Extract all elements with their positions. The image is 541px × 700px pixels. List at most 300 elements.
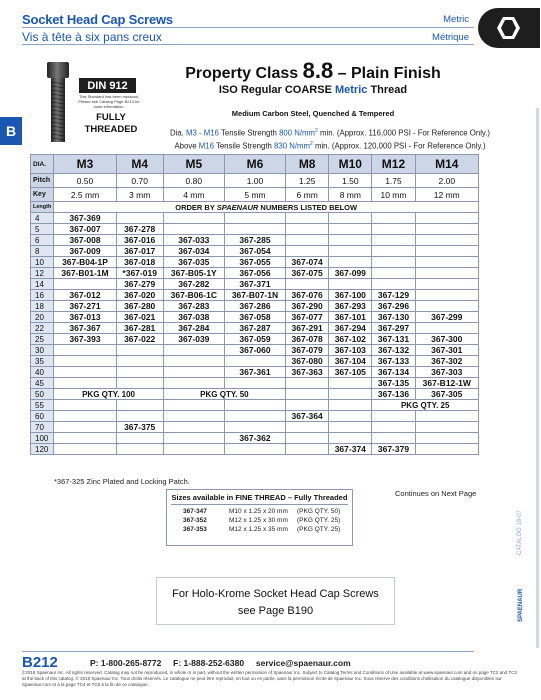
table-row <box>31 235 479 246</box>
table-row <box>31 312 479 323</box>
table-cell: 367-079 <box>286 345 329 356</box>
material-note: Medium Carbon Steel, Quenched & Tempered <box>231 109 395 118</box>
table-cell <box>415 279 478 290</box>
table-cell <box>116 400 163 411</box>
table-cell <box>116 213 163 224</box>
table-cell: 367-099 <box>329 268 372 279</box>
table-cell: 367-284 <box>163 323 224 334</box>
table-cell: 367-B06-1C <box>163 290 224 301</box>
table-cell: 1.75 <box>372 174 415 188</box>
table-cell <box>54 367 116 378</box>
order-by-note <box>54 202 479 213</box>
table-cell: 367-285 <box>224 235 285 246</box>
catalog-tag: CATALOG 18-07 <box>517 510 523 555</box>
table-row <box>31 444 479 455</box>
table-row <box>31 433 479 444</box>
table-cell <box>116 411 163 422</box>
table-cell <box>163 367 224 378</box>
email-link[interactable]: service@spaenaur.com <box>255 658 351 668</box>
table-row <box>31 422 479 433</box>
table-cell: 367-103 <box>329 345 372 356</box>
fine-pkg: (PKG QTY. 25) <box>297 526 341 533</box>
tensile-strength: Dia. M3 - M16 Tensile Strength 800 $N/mm^2$ min. (Approx. 116,000 PSI - For Reference Only.) Above M16 Tensile Strength 830 $N/mm^2$ min. (Approx. 120,000 PSI - For Reference Only.) <box>169 128 491 151</box>
table-cell <box>286 235 329 246</box>
table-cell: 367-305 <box>415 389 478 400</box>
table-cell: 367-080 <box>286 356 329 367</box>
table-cell: 12 mm <box>415 188 478 202</box>
table-cell: 367-294 <box>329 323 372 334</box>
table-cell <box>415 422 478 433</box>
table-cell: 367-B07-1N <box>224 290 285 301</box>
table-cell: 367-379 <box>372 444 415 455</box>
fine-pkg: (PKG QTY. 25) <box>297 517 341 524</box>
table-cell <box>329 213 372 224</box>
table-cell: 5 <box>31 224 54 235</box>
table-cell: 367-131 <box>372 334 415 345</box>
table-cell <box>415 224 478 235</box>
table-cell: 367-280 <box>116 301 163 312</box>
zinc-note: *367-325 Zinc Plated and Locking Patch. <box>54 477 190 486</box>
table-cell <box>415 235 478 246</box>
table-row <box>31 323 479 334</box>
din-badge: DIN 912 <box>79 78 136 93</box>
table-cell: M6 <box>224 155 285 174</box>
table-row <box>31 356 479 367</box>
table-cell: 367-281 <box>116 323 163 334</box>
table-cell: 367-102 <box>329 334 372 345</box>
table-cell: 367-299 <box>415 312 478 323</box>
table-cell: 367-059 <box>224 334 285 345</box>
table-cell <box>286 433 329 444</box>
table-cell: 367-020 <box>116 290 163 301</box>
table-cell: 367-009 <box>54 246 116 257</box>
fine-pkg: (PKG QTY. 50) <box>297 508 341 515</box>
table-cell <box>116 378 163 389</box>
part-number-table <box>30 154 479 455</box>
table-cell: 367-363 <box>286 367 329 378</box>
table-cell: 16 <box>31 290 54 301</box>
table-cell: 367-034 <box>163 246 224 257</box>
table-cell: 367-058 <box>224 312 285 323</box>
table-cell: 367-038 <box>163 312 224 323</box>
table-cell <box>372 257 415 268</box>
table-cell: 367-105 <box>329 367 372 378</box>
table-cell: 367-104 <box>329 356 372 367</box>
table-cell <box>415 301 478 312</box>
table-cell: 367-129 <box>372 290 415 301</box>
table-cell: 367-283 <box>163 301 224 312</box>
iso-prefix: ISO Regular COARSE <box>218 84 332 96</box>
table-cell <box>415 268 478 279</box>
t1-range: M3 - M16 <box>186 128 219 138</box>
t2-pre: Above <box>174 141 197 151</box>
table-cell <box>163 444 224 455</box>
table-cell: 367-B04-1P <box>54 257 116 268</box>
table-cell <box>415 323 478 334</box>
table-row <box>31 279 479 290</box>
table-cell: 367-136 <box>372 389 415 400</box>
table-cell: 367-282 <box>163 279 224 290</box>
table-cell <box>329 411 372 422</box>
table-cell <box>286 378 329 389</box>
table-cell: 367-303 <box>415 367 478 378</box>
table-row <box>31 257 479 268</box>
key-row <box>31 188 479 202</box>
table-cell: 367-078 <box>286 334 329 345</box>
table-cell: 367-302 <box>415 356 478 367</box>
table-row <box>31 301 479 312</box>
table-cell <box>415 433 478 444</box>
table-cell: 12 <box>31 268 54 279</box>
table-cell: 367-361 <box>224 367 285 378</box>
din-note: This Standard has been replaced. Please see Catalog Page B213 for more information. <box>78 94 140 109</box>
fine-size: M10 x 1.25 x 20 mm <box>229 508 288 515</box>
table-cell: 367-132 <box>372 345 415 356</box>
table-cell <box>54 356 116 367</box>
holo-line-1: For Holo-Krome Socket Head Cap Screws <box>172 588 379 600</box>
table-cell <box>224 224 285 235</box>
table-cell: 367-021 <box>116 312 163 323</box>
table-cell: 367-135 <box>372 378 415 389</box>
footer-rule <box>22 651 474 652</box>
t1-mid: Tensile Strength <box>220 128 277 138</box>
table-cell: 367-013 <box>54 312 116 323</box>
order-by-part: NUMBERS LISTED BELOW <box>260 202 358 212</box>
fine-size: M12 x 1.25 x 35 mm <box>229 526 288 533</box>
table-cell <box>372 235 415 246</box>
table-cell <box>54 378 116 389</box>
table-cell: 367-286 <box>224 301 285 312</box>
table-cell: 367-297 <box>372 323 415 334</box>
fine-num: 367-353 <box>183 526 207 533</box>
table-cell: 367-B12-1W <box>415 378 478 389</box>
table-cell <box>415 213 478 224</box>
table-cell: M14 <box>415 155 478 174</box>
t2-val: 830 N/mm <box>274 141 310 151</box>
table-cell: 55 <box>31 400 54 411</box>
table-cell <box>415 290 478 301</box>
table-cell: *367-019 <box>116 268 163 279</box>
table-cell <box>224 444 285 455</box>
table-cell: Length <box>31 202 54 213</box>
table-cell: 6 <box>31 235 54 246</box>
table-cell <box>54 345 116 356</box>
table-cell: 367-039 <box>163 334 224 345</box>
table-row <box>31 345 479 356</box>
table-cell: 367-076 <box>286 290 329 301</box>
table-cell <box>54 433 116 444</box>
table-cell: 367-018 <box>116 257 163 268</box>
order-by-part: ORDER BY <box>175 202 215 212</box>
table-cell <box>163 378 224 389</box>
table-cell <box>329 235 372 246</box>
table-cell <box>224 378 285 389</box>
table-cell: 367-007 <box>54 224 116 235</box>
table-cell: Key <box>31 188 54 202</box>
table-cell <box>372 246 415 257</box>
table-cell: 60 <box>31 411 54 422</box>
table-cell <box>372 213 415 224</box>
length-header-row <box>31 202 479 213</box>
table-cell: 367-077 <box>286 312 329 323</box>
table-cell: 367-296 <box>372 301 415 312</box>
table-row <box>31 334 479 345</box>
page-header-subtitle: Vis à tête à six pans creux <box>22 30 162 44</box>
pkg-qty-label: PKG QTY. 25 <box>372 400 479 411</box>
table-cell: 367-016 <box>116 235 163 246</box>
header-metric: Metric <box>443 14 469 25</box>
table-cell <box>163 433 224 444</box>
table-cell: 8 <box>31 246 54 257</box>
table-cell <box>286 422 329 433</box>
table-row <box>31 378 479 389</box>
table-cell: 367-271 <box>54 301 116 312</box>
table-cell <box>372 224 415 235</box>
table-row <box>31 400 479 411</box>
table-cell: 35 <box>31 356 54 367</box>
table-cell <box>286 400 329 411</box>
table-cell <box>163 356 224 367</box>
table-cell: 25 <box>31 334 54 345</box>
table-cell: 10 mm <box>372 188 415 202</box>
prop-prefix: Property Class <box>185 65 299 82</box>
table-cell: 367-287 <box>224 323 285 334</box>
table-cell: 367-060 <box>224 345 285 356</box>
contact-line <box>90 658 351 668</box>
table-cell <box>116 345 163 356</box>
table-cell: 3 mm <box>116 188 163 202</box>
table-cell: 20 <box>31 312 54 323</box>
table-cell: 8 mm <box>329 188 372 202</box>
table-row <box>31 411 479 422</box>
table-cell <box>329 433 372 444</box>
table-cell <box>163 411 224 422</box>
table-cell: 367-301 <box>415 345 478 356</box>
t1-post: min. (Approx. 116,000 PSI - For Reference Only.) <box>320 128 491 138</box>
holo-line-2: see Page B190 <box>237 605 314 617</box>
table-cell: 367-012 <box>54 290 116 301</box>
table-cell <box>329 224 372 235</box>
prop-suffix: – Plain Finish <box>337 65 441 82</box>
table-cell: 367-375 <box>116 422 163 433</box>
table-row <box>31 246 479 257</box>
table-cell: 367-291 <box>286 323 329 334</box>
table-cell: 367-393 <box>54 334 116 345</box>
table-cell <box>54 279 116 290</box>
header-metrique: Métrique <box>432 32 469 43</box>
table-cell: 367-074 <box>286 257 329 268</box>
table-cell: 0.80 <box>163 174 224 188</box>
t2-post: min. (Approx. 120,000 PSI - For Reference Only.) <box>314 141 486 151</box>
table-cell: M5 <box>163 155 224 174</box>
pkg-qty-label: PKG QTY. 50 <box>163 389 285 400</box>
table-cell <box>224 422 285 433</box>
table-cell: 367-290 <box>286 301 329 312</box>
table-cell: 4 <box>31 213 54 224</box>
table-cell: 367-362 <box>224 433 285 444</box>
table-cell: 367-056 <box>224 268 285 279</box>
table-cell <box>116 367 163 378</box>
table-cell <box>163 422 224 433</box>
table-cell: 367-075 <box>286 268 329 279</box>
table-cell: 367-054 <box>224 246 285 257</box>
table-cell <box>372 433 415 444</box>
legal-text: ©2018 Spaenaur Inc. All rights reserved. Catalog may not be reproduced, in whole or in part, without the written permission of Spaenaur Inc. Subject to Catalog Terms and Conditions of Use available at www.spaenaur.com and on page TC2 and TC3 at the back of this catalog. © 2018 Spaenaur Inc. Tous droits réservés. Le catalogue ne peut être reproduit, en tout ou en partie, sans la permission écrite de Spaenaur Inc. Sous réserve des conditions d'utilisation du catalogue disponibles sur Spaenaur.com et à la page TC4 et TC5 à la fin de ce catalogue. <box>22 670 517 687</box>
table-cell: 367-130 <box>372 312 415 323</box>
table-cell <box>54 444 116 455</box>
table-cell <box>415 444 478 455</box>
table-cell: 14 <box>31 279 54 290</box>
table-cell: 4 mm <box>163 188 224 202</box>
table-cell <box>329 422 372 433</box>
table-cell: 0.70 <box>116 174 163 188</box>
table-cell <box>116 356 163 367</box>
table-row <box>31 268 479 279</box>
table-cell <box>415 411 478 422</box>
fully-threaded-label: FULLY THREADED <box>84 112 138 135</box>
table-cell <box>286 389 329 400</box>
table-cell: 367-B05-1Y <box>163 268 224 279</box>
table-cell <box>415 257 478 268</box>
table-cell: 367-133 <box>372 356 415 367</box>
continues-note: Continues on Next Page <box>395 489 477 498</box>
socket-screw-icon <box>46 62 70 144</box>
table-cell: 40 <box>31 367 54 378</box>
prop-value: 8.8 <box>302 58 334 83</box>
table-cell: 30 <box>31 345 54 356</box>
table-cell: 367-364 <box>286 411 329 422</box>
table-cell: 50 <box>31 389 54 400</box>
side-rule <box>536 108 539 648</box>
fax: F: 1-888-252-6380 <box>173 658 245 668</box>
table-cell: 367-300 <box>415 334 478 345</box>
table-cell <box>329 257 372 268</box>
table-cell <box>224 411 285 422</box>
table-cell <box>286 224 329 235</box>
fine-num: 367-352 <box>183 517 207 524</box>
table-cell <box>372 279 415 290</box>
table-cell <box>116 444 163 455</box>
table-cell: 10 <box>31 257 54 268</box>
table-cell <box>286 444 329 455</box>
table-cell <box>54 400 116 411</box>
header-rule-2 <box>22 44 474 45</box>
table-row <box>31 224 479 235</box>
table-row <box>31 290 479 301</box>
table-cell <box>224 356 285 367</box>
table-row <box>31 367 479 378</box>
table-row <box>31 213 479 224</box>
table-cell: 1.50 <box>329 174 372 188</box>
fine-rule <box>171 504 348 505</box>
table-cell: 367-017 <box>116 246 163 257</box>
table-cell: 45 <box>31 378 54 389</box>
fine-size: M12 x 1.25 x 30 mm <box>229 517 288 524</box>
table-cell: 367-369 <box>54 213 116 224</box>
table-cell: 367-371 <box>224 279 285 290</box>
table-cell <box>286 213 329 224</box>
table-cell <box>329 246 372 257</box>
table-cell <box>224 213 285 224</box>
pitch-row <box>31 174 479 188</box>
header-rule <box>22 27 474 28</box>
iso-metric: Metric <box>334 84 368 96</box>
table-cell <box>329 400 372 411</box>
table-cell <box>286 279 329 290</box>
fine-num: 367-347 <box>183 508 207 515</box>
pkg-qty-label: PKG QTY. 100 <box>54 389 163 400</box>
table-cell <box>329 279 372 290</box>
table-cell <box>163 400 224 411</box>
table-cell: 100 <box>31 433 54 444</box>
table-cell: 1.00 <box>224 174 285 188</box>
table-cell <box>224 400 285 411</box>
table-cell <box>415 246 478 257</box>
table-cell <box>372 422 415 433</box>
table-cell <box>54 411 116 422</box>
section-tab: B <box>0 117 22 145</box>
table-cell <box>286 246 329 257</box>
table-cell: 367-B01-1M <box>54 268 116 279</box>
page-number: B212 <box>22 654 58 671</box>
fine-thread-box <box>166 489 353 546</box>
table-cell: 367-008 <box>54 235 116 246</box>
iso-suffix: Thread <box>370 84 408 96</box>
table-cell: M4 <box>116 155 163 174</box>
table-row <box>31 389 479 400</box>
t2-mid: Tensile Strength <box>215 141 272 151</box>
table-cell <box>163 213 224 224</box>
table-cell: 2.5 mm <box>54 188 116 202</box>
table-cell: 22 <box>31 323 54 334</box>
table-cell: M12 <box>372 155 415 174</box>
table-cell: 367-022 <box>116 334 163 345</box>
table-cell <box>116 433 163 444</box>
table-cell: 367-367 <box>54 323 116 334</box>
t2-range: M16 <box>198 141 214 151</box>
fine-thread-title: Sizes available in FINE THREAD – Fully Threaded <box>171 493 348 502</box>
table-cell: 70 <box>31 422 54 433</box>
table-cell: 367-100 <box>329 290 372 301</box>
spaenaur-logo: SPAENAUR <box>518 588 524 622</box>
table-cell <box>372 268 415 279</box>
table-cell: 367-374 <box>329 444 372 455</box>
table-cell: 367-278 <box>116 224 163 235</box>
table-cell: 367-055 <box>224 257 285 268</box>
table-cell <box>54 422 116 433</box>
table-cell: M10 <box>329 155 372 174</box>
t1-val: 800 N/mm <box>279 128 316 138</box>
property-class-title <box>163 58 463 84</box>
hex-socket-icon <box>478 8 540 48</box>
table-cell: M3 <box>54 155 116 174</box>
table-cell: 1.25 <box>286 174 329 188</box>
table-cell <box>163 345 224 356</box>
table-cell <box>372 411 415 422</box>
table-cell: 367-279 <box>116 279 163 290</box>
order-by-part: SPAENAUR <box>216 202 259 212</box>
holo-krome-callout <box>156 577 395 625</box>
table-cell: 367-101 <box>329 312 372 323</box>
table-cell: 0.50 <box>54 174 116 188</box>
iso-thread-title <box>163 84 463 96</box>
table-cell <box>329 378 372 389</box>
table-cell: 18 <box>31 301 54 312</box>
table-cell: M8 <box>286 155 329 174</box>
table-cell: 367-035 <box>163 257 224 268</box>
table-cell: 367-293 <box>329 301 372 312</box>
t1-pre: Dia. <box>169 128 184 138</box>
